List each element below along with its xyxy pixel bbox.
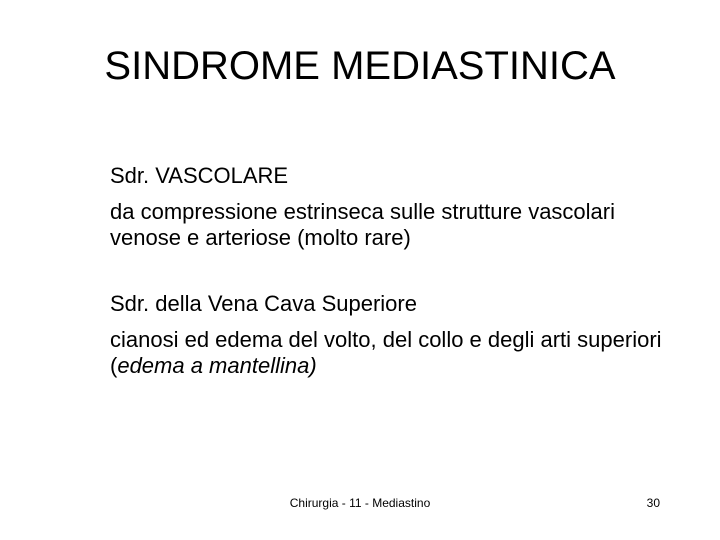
section2-text [110,327,690,379]
footer-course-label: Chirurgia - 11 - Mediastino [289,496,431,510]
footer-page-number: 30 [646,496,660,510]
section1-heading: Sdr. VASCOLARE [110,163,289,188]
slide-title: SINDROME MEDIASTINICA [104,44,616,88]
section1-text: da compressione estrinseca sulle strutture vascolari venose e arteriose (molto rare) [110,199,616,250]
section2-text-italic: edema a mantellina) [117,353,317,378]
section2-text-prefix: cianosi ed edema del volto, del collo e degli arti superiori ( [110,327,662,378]
slide-body [110,163,690,379]
section-spacer [110,251,690,291]
section2-heading: Sdr. della Vena Cava Superiore [110,291,417,316]
